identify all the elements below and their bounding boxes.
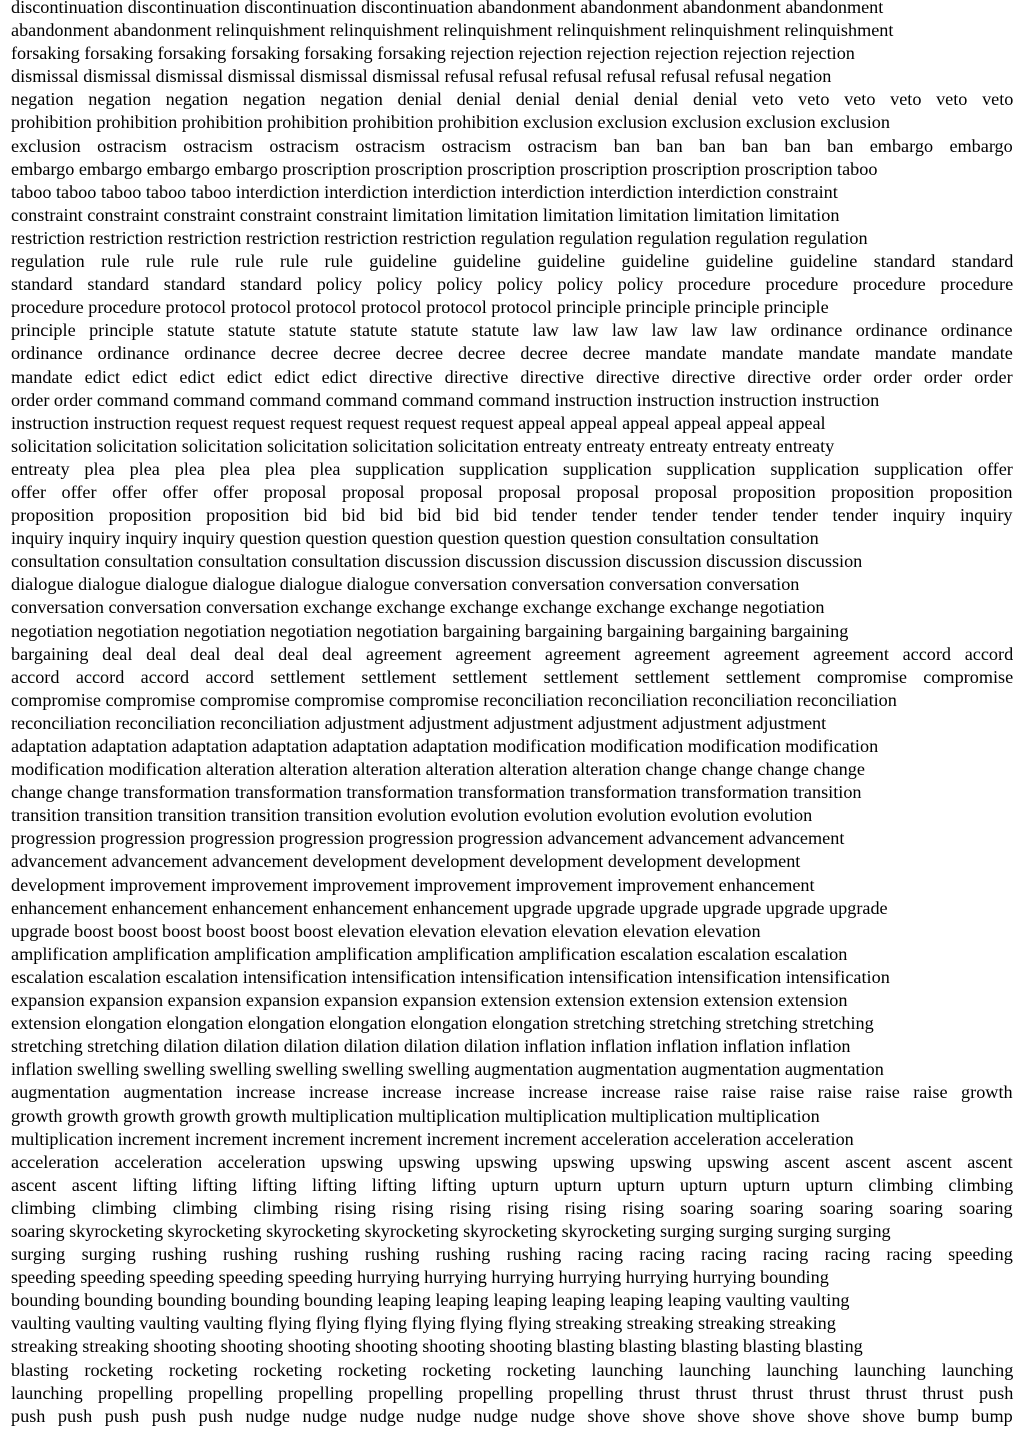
text-line: development improvement improvement improvement improvement improvement improvement enhancement <box>11 874 815 895</box>
text-line: reconciliation reconciliation reconciliation adjustment adjustment adjustment adjustment adjustment adjustment <box>11 712 827 733</box>
text-line: inflation swelling swelling swelling swelling swelling swelling augmentation augmentation augmentation augmentation <box>11 1059 884 1080</box>
text-line: abandonment abandonment relinquishment relinquishment relinquishment relinquishment relinquishment relinquishment <box>11 20 894 41</box>
text-line: surging surging rushing rushing rushing rushing rushing rushing racing racing racing racing racing racing speeding <box>11 1244 1013 1265</box>
text-line: launching propelling propelling propelling propelling propelling propelling thrust thrust thrust thrust thrust thrust push <box>11 1382 1014 1403</box>
text-line: negotiation negotiation negotiation negotiation negotiation bargaining bargaining bargaining bargaining bargaining <box>11 620 849 641</box>
text-line: change change transformation transformation transformation transformation transformation transformation transition <box>11 782 862 803</box>
text-line: mandate edict edict edict edict edict edict directive directive directive directive directive directive order order order order <box>11 366 1013 387</box>
text-line: bounding bounding bounding bounding bounding leaping leaping leaping leaping leaping leaping vaulting vaulting <box>11 1290 850 1311</box>
text-line: offer offer offer offer offer proposal proposal proposal proposal proposal proposal proposition proposition proposition <box>11 481 1013 502</box>
text-line: stretching stretching dilation dilation dilation dilation dilation dilation inflation inflation inflation inflation inflation <box>11 1036 851 1057</box>
text-line: enhancement enhancement enhancement enhancement enhancement upgrade upgrade upgrade upgrade upgrade upgrade <box>11 897 888 918</box>
text-line: embargo embargo embargo embargo proscription proscription proscription proscription proscription proscription taboo <box>11 158 878 179</box>
text-line: upgrade boost boost boost boost boost boost elevation elevation elevation elevation elevation elevation <box>11 920 761 941</box>
text-line: inquiry inquiry inquiry inquiry question question question question question question consultation consultation <box>11 528 819 549</box>
text-line: procedure procedure protocol protocol protocol protocol protocol protocol principle principle principle principle <box>11 297 829 318</box>
text-line: extension elongation elongation elongation elongation elongation elongation stretching stretching stretching stretching <box>11 1013 874 1034</box>
text-line: taboo taboo taboo taboo taboo interdiction interdiction interdiction interdiction interdiction interdiction constraint <box>11 181 838 202</box>
text-line: multiplication increment increment increment increment increment increment acceleration acceleration acceleration <box>11 1128 854 1149</box>
text-line: proposition proposition proposition bid bid bid bid bid bid tender tender tender tender tender tender inquiry inquiry <box>11 505 1013 526</box>
text-line: consultation consultation consultation consultation discussion discussion discussion discussion discussion discussion <box>11 551 863 572</box>
text-line: transition transition transition transition transition evolution evolution evolution evolution evolution evolution <box>11 805 813 826</box>
text-line: ascent ascent lifting lifting lifting lifting lifting lifting upturn upturn upturn upturn upturn upturn climbing climbing <box>11 1174 1014 1195</box>
text-line: bargaining deal deal deal deal deal deal agreement agreement agreement agreement agreement agreement accord accord <box>11 643 1014 664</box>
text-line: forsaking forsaking forsaking forsaking forsaking forsaking rejection rejection rejection rejection rejection rejection <box>11 43 855 64</box>
text-line: dialogue dialogue dialogue dialogue dialogue dialogue conversation conversation conversation conversation <box>11 574 800 595</box>
text-line: entreaty plea plea plea plea plea plea supplication supplication supplication supplication supplication supplication offer <box>11 458 1013 479</box>
text-line: discontinuation discontinuation discontinuation discontinuation abandonment abandonment abandonment abandonment <box>11 0 884 17</box>
text-line: modification modification alteration alteration alteration alteration alteration alteration change change change change <box>11 759 865 780</box>
text-line: climbing climbing climbing climbing rising rising rising rising rising rising soaring soaring soaring soaring soaring <box>11 1197 1013 1218</box>
text-line: amplification amplification amplification amplification amplification amplification escalation escalation escalation <box>11 943 848 964</box>
text-line: regulation rule rule rule rule rule rule guideline guideline guideline guideline guideline guideline standard standard <box>11 251 1014 272</box>
text-line: order order command command command command command command instruction instruction instruction instruction <box>11 389 880 410</box>
text-line: conversation conversation conversation exchange exchange exchange exchange exchange exchange negotiation <box>11 597 825 618</box>
text-line: push push push push push nudge nudge nudge nudge nudge nudge shove shove shove shove shove shove bump bump <box>11 1405 1013 1426</box>
text-line: dismissal dismissal dismissal dismissal dismissal dismissal refusal refusal refusal refusal refusal refusal negation <box>11 66 832 87</box>
text-line: expansion expansion expansion expansion expansion expansion extension extension extension extension extension <box>11 990 848 1011</box>
text-line: adaptation adaptation adaptation adaptation adaptation adaptation modification modification modification modification <box>11 736 879 756</box>
text-line: constraint constraint constraint constraint constraint limitation limitation limitation limitation limitation limitation <box>11 204 840 225</box>
text-line: growth growth growth growth growth multiplication multiplication multiplication multiplication multiplication <box>11 1105 820 1126</box>
text-line: compromise compromise compromise compromise compromise reconciliation reconciliation reconciliation reconciliation <box>11 689 897 710</box>
text-line: exclusion ostracism ostracism ostracism ostracism ostracism ostracism ban ban ban ban ban ban embargo embargo <box>11 135 1013 156</box>
text-line: escalation escalation escalation intensification intensification intensification intensification intensification intensification <box>11 966 890 987</box>
text-line: augmentation augmentation increase increase increase increase increase increase raise raise raise raise raise raise growth <box>11 1082 1013 1103</box>
text-line: vaulting vaulting vaulting vaulting flying flying flying flying flying flying streaking streaking streaking streaking <box>11 1313 836 1334</box>
text-line: advancement advancement advancement development development development development development <box>11 851 801 872</box>
text-line: progression progression progression progression progression progression advancement advancement advancement <box>11 828 845 849</box>
text-line: soaring skyrocketing skyrocketing skyrocketing skyrocketing skyrocketing skyrocketing surging surging surging surging <box>11 1220 891 1241</box>
text-line: accord accord accord accord settlement settlement settlement settlement settlement settlement compromise compromise <box>11 666 1014 687</box>
text-line: solicitation solicitation solicitation solicitation solicitation solicitation entreaty entreaty entreaty entreaty entreaty <box>11 435 835 456</box>
text-line: blasting rocketing rocketing rocketing rocketing rocketing rocketing launching launching launching launching launching <box>11 1359 1014 1380</box>
document-text-block <box>11 0 1015 1428</box>
text-line: streaking streaking shooting shooting shooting shooting shooting shooting blasting blasting blasting blasting blasting <box>11 1336 863 1357</box>
text-line: restriction restriction restriction restriction restriction restriction regulation regulation regulation regulation regulation <box>11 227 868 248</box>
text-line: instruction instruction request request request request request request appeal appeal appeal appeal appeal appeal <box>11 412 826 433</box>
text-line: prohibition prohibition prohibition prohibition prohibition prohibition exclusion exclusion exclusion exclusion exclusion <box>11 112 890 133</box>
text-line: principle principle statute statute statute statute statute statute law law law law law law ordinance ordinance ordinance <box>11 320 1013 341</box>
text-line: acceleration acceleration acceleration upswing upswing upswing upswing upswing upswing ascent ascent ascent ascent <box>11 1151 1013 1172</box>
text-line: standard standard standard standard policy policy policy policy policy policy procedure procedure procedure procedure <box>11 274 1014 295</box>
text-line: speeding speeding speeding speeding speeding hurrying hurrying hurrying hurrying hurrying hurrying bounding <box>11 1267 829 1288</box>
text-line: negation negation negation negation negation denial denial denial denial denial denial veto veto veto veto veto veto <box>11 89 1014 110</box>
text-line: ordinance ordinance ordinance decree decree decree decree decree decree mandate mandate mandate mandate mandate <box>11 343 1013 364</box>
